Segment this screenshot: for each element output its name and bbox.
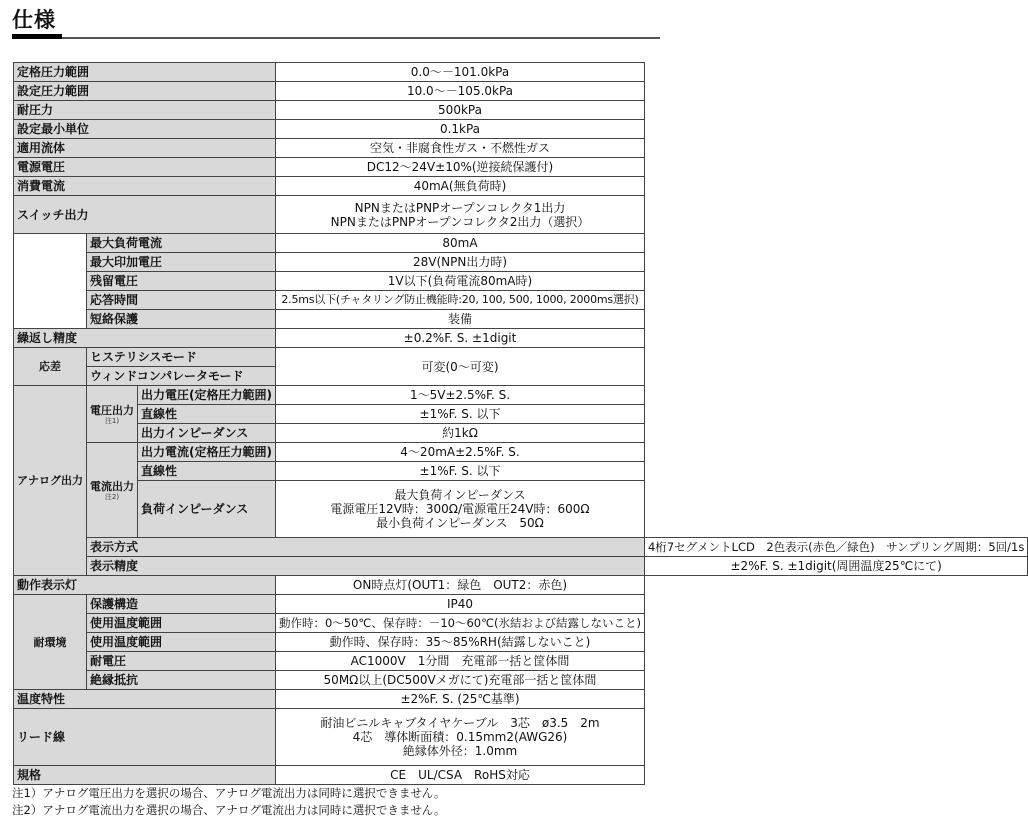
row-label: スイッチ出力 (14, 196, 276, 234)
row-label: 耐圧力 (14, 101, 276, 120)
table-row (14, 766, 1028, 785)
row-value (275, 709, 644, 766)
row-label: 表示精度 (87, 557, 645, 576)
table-row (14, 557, 1028, 576)
note-marker: 注1) (104, 416, 120, 425)
row-label: 耐電圧 (87, 652, 276, 671)
row-label: 使用温度範囲 (87, 614, 276, 633)
table-row (14, 101, 1028, 120)
title-underline-accent (12, 34, 62, 39)
row-label: 応答時間 (87, 291, 276, 310)
table-row (14, 595, 1028, 614)
table-row (14, 386, 1028, 405)
row-value: 2.5ms以下(チャタリング防止機能時:20, 100, 500, 1000, 2000ms選択) (275, 291, 644, 310)
table-row (14, 120, 1028, 139)
row-value (275, 481, 644, 538)
row-value: 28V(NPN出力時) (275, 253, 644, 272)
row-label: 短絡保護 (87, 310, 276, 329)
table-row (14, 139, 1028, 158)
row-value: IP40 (275, 595, 644, 614)
row-value: 可変(0～可変) (275, 348, 644, 386)
table-row (14, 709, 1028, 766)
value-line: 耐油ビニルキャブタイヤケーブル 3芯 ø3.5 2m (320, 716, 600, 730)
row-value: 動作時：0～50℃、保存時：－10～60℃(氷結および結露しないこと) (275, 614, 644, 633)
row-value: 4～20mA±2.5%F. S. (275, 443, 644, 462)
row-label: 出力電流(定格圧力範囲) (138, 443, 276, 462)
row-value: DC12～24V±10%(逆接続保護付) (275, 158, 644, 177)
table-row (14, 462, 1028, 481)
row-label: 最大印加電圧 (87, 253, 276, 272)
row-value: 80mA (275, 234, 644, 253)
table-row (14, 253, 1028, 272)
table-row (14, 348, 1028, 367)
row-label: 定格圧力範囲 (14, 63, 276, 82)
table-row (14, 405, 1028, 424)
sub-indent-cell (14, 234, 87, 329)
row-value: 500kPa (275, 101, 644, 120)
table-row (14, 633, 1028, 652)
table-row (14, 196, 1028, 234)
table-row (14, 310, 1028, 329)
value-line: NPNまたはPNPオープンコレクタ2出力（選択） (330, 214, 590, 229)
row-label: ウィンドコンパレータモード (87, 367, 276, 386)
value-line: 電源電圧12V時：300Ω/電源電圧24V時：600Ω (330, 502, 590, 516)
row-label: 残留電圧 (87, 272, 276, 291)
row-value: AC1000V 1分間 充電部一括と筐体間 (275, 652, 644, 671)
row-value: 1V以下(負荷電流80mA時) (275, 272, 644, 291)
page-title: 仕様 (12, 8, 56, 32)
group-label-voltage-output (87, 386, 138, 443)
row-value: 4桁7セグメントLCD 2色表示(赤色／緑色) サンプリング周期：5回/1s (645, 538, 1028, 557)
row-value: 約1kΩ (275, 424, 644, 443)
row-label: 電源電圧 (14, 158, 276, 177)
row-value: ±0.2%F. S. ±1digit (275, 329, 644, 348)
table-row (14, 272, 1028, 291)
row-value: ±1%F. S. 以下 (275, 405, 644, 424)
table-row (14, 481, 1028, 538)
group-label-hysteresis: 応差 (14, 348, 87, 386)
row-value: CE UL/CSA RoHS対応 (275, 766, 644, 785)
table-row (14, 329, 1028, 348)
group-label-analog-output: アナログ出力 (14, 386, 87, 576)
row-label: 消費電流 (14, 177, 276, 196)
table-row (14, 291, 1028, 310)
row-value: 50MΩ以上(DC500Vメガにて)充電部一括と筐体間 (275, 671, 644, 690)
group-label-text: 電流出力 (90, 479, 134, 493)
row-value: 1～5V±2.5%F. S. (275, 386, 644, 405)
table-row (14, 82, 1028, 101)
row-label: 表示方式 (87, 538, 645, 557)
row-label: 設定最小単位 (14, 120, 276, 139)
row-label: 絶縁抵抗 (87, 671, 276, 690)
value-line: 絶縁体外径：1.0mm (402, 744, 518, 758)
table-row (14, 652, 1028, 671)
row-value (275, 196, 644, 234)
value-line: 最大負荷インピーダンス (394, 488, 526, 502)
table-row (14, 63, 1028, 82)
row-value: 0.1kPa (275, 120, 644, 139)
group-label-text: 電圧出力 (90, 403, 134, 417)
row-label: ヒステリシスモード (87, 348, 276, 367)
table-row (14, 158, 1028, 177)
table-row (14, 177, 1028, 196)
table-row (14, 671, 1028, 690)
table-row (14, 443, 1028, 462)
row-value: 空気・非腐食性ガス・不燃性ガス (275, 139, 644, 158)
table-row (14, 614, 1028, 633)
row-label: リード線 (14, 709, 276, 766)
row-value: 動作時、保存時：35～85%RH(結露しないこと) (275, 633, 644, 652)
row-label: 負荷インピーダンス (138, 481, 276, 538)
table-row (14, 576, 1028, 595)
row-label: 出力電圧(定格圧力範囲) (138, 386, 276, 405)
row-value: ON時点灯(OUT1：緑色 OUT2：赤色) (275, 576, 644, 595)
group-label-current-output (87, 443, 138, 538)
group-label-environment: 耐環境 (14, 595, 87, 690)
row-value: 40mA(無負荷時) (275, 177, 644, 196)
footnote-1: 注1）アナログ電圧出力を選択の場合、アナログ電流出力は同時に選択できません。 (12, 786, 446, 800)
footnote-2: 注2）アナログ電流出力を選択の場合、アナログ電流出力は同時に選択できません。 (12, 803, 446, 817)
row-label: 規格 (14, 766, 276, 785)
row-value: ±2%F. S. (25℃基準) (275, 690, 644, 709)
row-label: 最大負荷電流 (87, 234, 276, 253)
value-line: 4芯 導体断面積：0.15mm2(AWG26) (352, 730, 568, 744)
row-label: 設定圧力範囲 (14, 82, 276, 101)
row-label: 直線性 (138, 405, 276, 424)
table-row (14, 234, 1028, 253)
row-value: 0.0～－101.0kPa (275, 63, 644, 82)
spec-table (13, 62, 1028, 785)
row-value: 10.0～－105.0kPa (275, 82, 644, 101)
table-row (14, 424, 1028, 443)
row-label: 使用温度範囲 (87, 633, 276, 652)
value-line: 最小負荷インピーダンス 50Ω (376, 516, 544, 530)
note-marker: 注2) (104, 492, 120, 501)
value-line: NPNまたはPNPオープンコレクタ1出力 (354, 200, 566, 215)
row-value: ±1%F. S. 以下 (275, 462, 644, 481)
row-label: 適用流体 (14, 139, 276, 158)
row-value: ±2%F. S. ±1digit(周囲温度25℃にて) (645, 557, 1028, 576)
table-row (14, 690, 1028, 709)
row-label: 保護構造 (87, 595, 276, 614)
row-label: 出力インピーダンス (138, 424, 276, 443)
title-underline (12, 37, 660, 39)
row-label: 動作表示灯 (14, 576, 276, 595)
row-value: 装備 (275, 310, 644, 329)
table-row (14, 538, 1028, 557)
row-label: 温度特性 (14, 690, 276, 709)
row-label: 繰返し精度 (14, 329, 276, 348)
row-label: 直線性 (138, 462, 276, 481)
